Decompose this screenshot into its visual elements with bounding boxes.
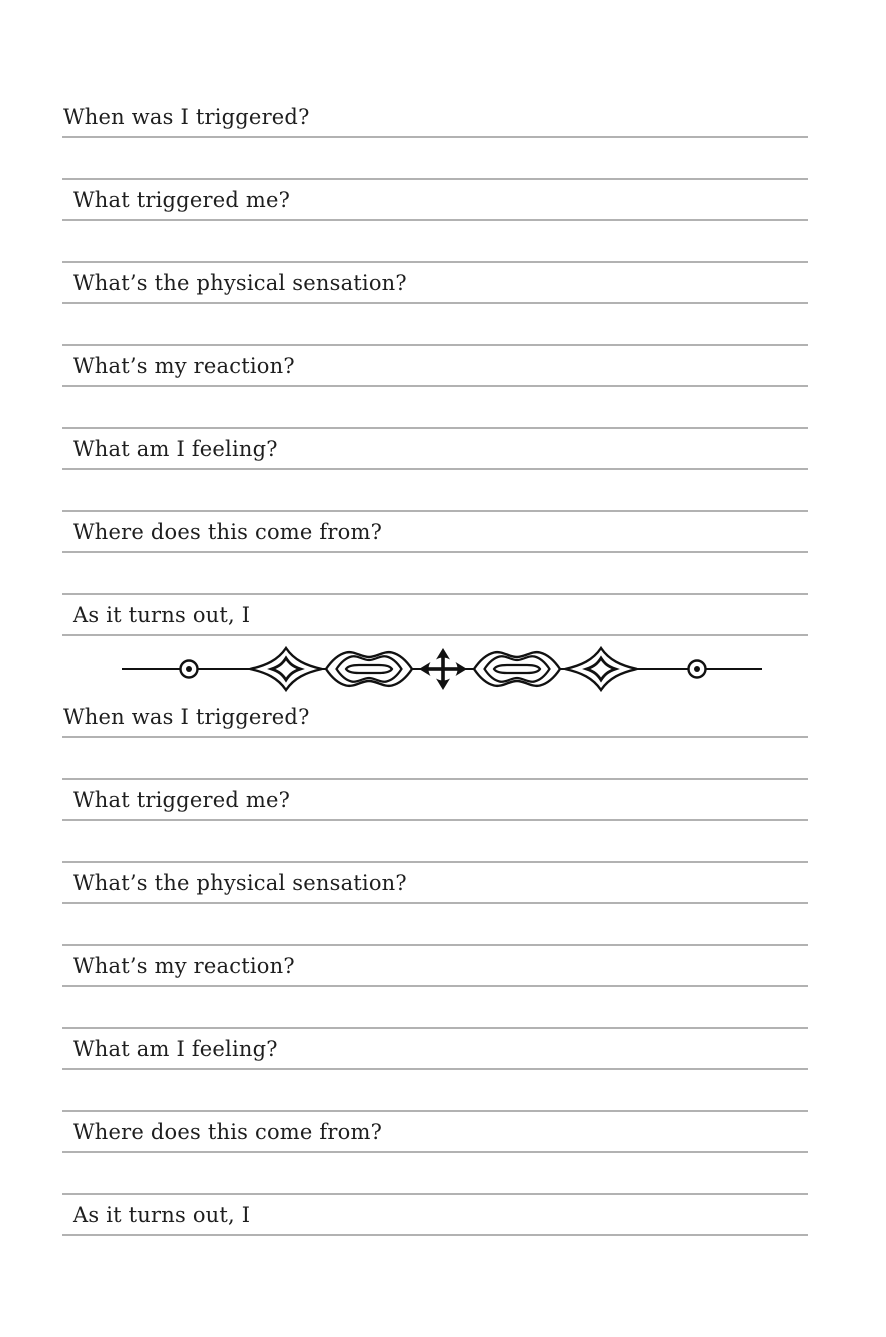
question-text: What’s the physical sensation? (73, 871, 407, 895)
worksheet-section-2 (62, 697, 808, 1237)
question-text: Where does this come from? (73, 1120, 383, 1144)
question-row (62, 780, 808, 822)
question-row (62, 1195, 808, 1237)
question-text: When was I triggered? (63, 705, 310, 729)
top-margin (0, 0, 886, 97)
question-row (62, 1029, 808, 1071)
question-text: What am I feeling? (73, 437, 278, 461)
bullseye-ornament-icon (689, 660, 706, 677)
question-text: What am I feeling? (73, 1037, 278, 1061)
flourish-divider-graphic (120, 641, 766, 697)
question-row (62, 346, 808, 388)
question-row (62, 263, 808, 305)
lens-ornament-icon (474, 652, 560, 686)
answer-line[interactable] (62, 470, 808, 512)
question-text: What triggered me? (73, 188, 291, 212)
question-text: What triggered me? (73, 788, 291, 812)
question-row (62, 595, 808, 637)
answer-line[interactable] (62, 1153, 808, 1195)
question-text: As it turns out, I (73, 603, 251, 627)
question-row (62, 863, 808, 905)
lens-ornament-icon (326, 652, 412, 686)
answer-line[interactable] (62, 904, 808, 946)
answer-line[interactable] (62, 821, 808, 863)
question-row (62, 697, 808, 739)
question-text: What’s the physical sensation? (73, 271, 407, 295)
answer-line[interactable] (62, 138, 808, 180)
four-arrow-cross-icon (419, 648, 467, 690)
question-row (62, 97, 808, 139)
diamond-ornament-icon (250, 648, 322, 690)
question-row (62, 429, 808, 471)
bullseye-ornament-icon (181, 660, 198, 677)
worksheet-section-1 (62, 97, 808, 637)
answer-line[interactable] (62, 738, 808, 780)
question-row (62, 1112, 808, 1154)
question-row (62, 946, 808, 988)
diamond-ornament-icon (565, 648, 637, 690)
answer-line[interactable] (62, 553, 808, 595)
question-text: What’s my reaction? (73, 954, 295, 978)
question-text: When was I triggered? (63, 105, 310, 129)
question-row (62, 180, 808, 222)
answer-line[interactable] (62, 221, 808, 263)
question-text: Where does this come from? (73, 520, 383, 544)
answer-line[interactable] (62, 987, 808, 1029)
question-row (62, 512, 808, 554)
answer-line[interactable] (62, 1070, 808, 1112)
question-text: As it turns out, I (73, 1203, 251, 1227)
answer-line[interactable] (62, 387, 808, 429)
answer-line[interactable] (62, 304, 808, 346)
question-text: What’s my reaction? (73, 354, 295, 378)
ornamental-divider (0, 636, 886, 697)
